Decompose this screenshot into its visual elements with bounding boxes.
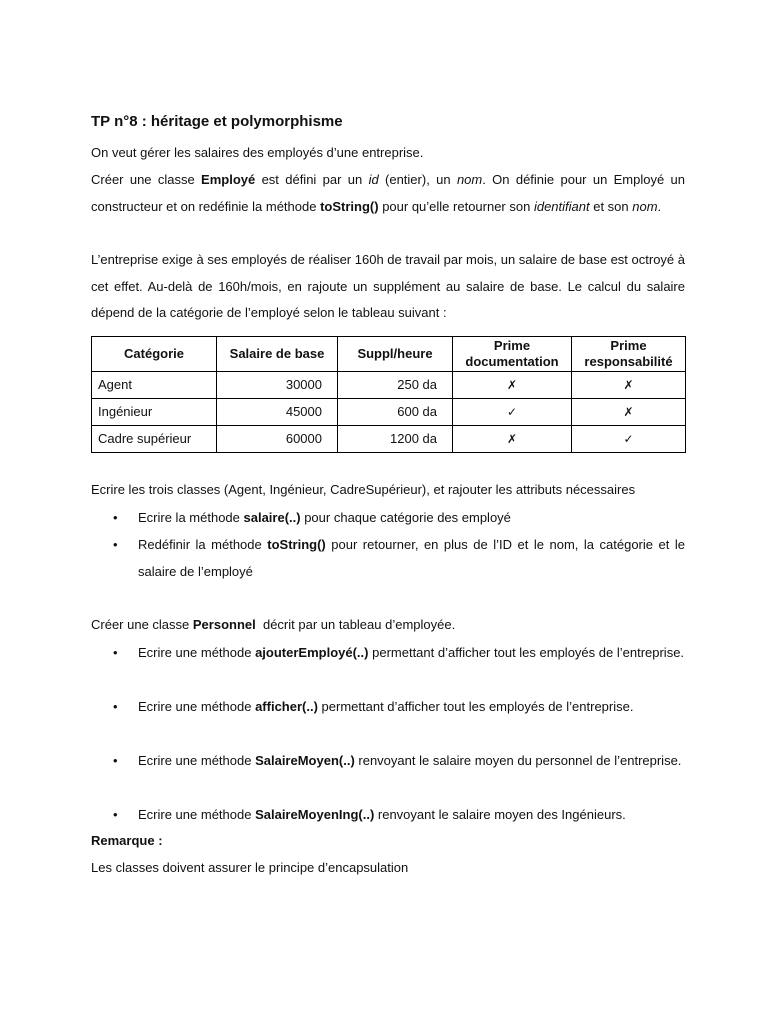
salary-table xyxy=(91,336,686,453)
cell-salaire: 60000 xyxy=(217,426,338,453)
bullet-icon: • xyxy=(113,537,118,552)
cross-icon: ✗ xyxy=(453,426,572,453)
remark-label: Remarque : xyxy=(91,833,163,848)
page-title: TP n°8 : héritage et polymorphisme xyxy=(91,113,343,130)
cross-icon: ✗ xyxy=(572,372,686,399)
cell-suppl: 1200 da xyxy=(338,426,453,453)
intro-salary-paragraph: L’entreprise exige à ses employés de réaliser 160h de travail par mois, un salaire de base est octroyé à cet effet. Au-delà de 160h/mois, en rajoute un supplément au salaire de base. Le calcul du salaire dépend de la catégorie de l’employé selon le tableau suivant : xyxy=(91,252,685,320)
cell-categorie: Cadre supérieur xyxy=(92,426,217,453)
bullet-icon: • xyxy=(113,645,118,660)
list-item: • Ecrire une méthode afficher(..) permettant d’afficher tout les employés de l’entreprise. xyxy=(91,693,685,720)
list-item: • Ecrire une méthode ajouterEmployé(..) permettant d’afficher tout les employés de l’entreprise. xyxy=(91,639,685,666)
cell-categorie: Ingénieur xyxy=(92,399,217,426)
header-suppl-heure: Suppl/heure xyxy=(338,337,453,372)
bullet-icon: • xyxy=(113,699,118,714)
header-categorie: Catégorie xyxy=(92,337,217,372)
cell-categorie: Agent xyxy=(92,372,217,399)
bullet-icon: • xyxy=(113,807,118,822)
cell-salaire: 30000 xyxy=(217,372,338,399)
header-prime-responsabilite: Prime responsabilité xyxy=(572,337,686,372)
list-item: • Ecrire une méthode SalaireMoyen(..) renvoyant le salaire moyen du personnel de l’entreprise. xyxy=(91,747,685,774)
check-icon: ✓ xyxy=(572,426,686,453)
list-item: • Redéfinir la méthode toString() pour retourner, en plus de l’ID et le nom, la catégorie et le salaire de l’employé xyxy=(91,531,685,585)
bullet-icon: • xyxy=(113,510,118,525)
table-header-row xyxy=(92,337,686,372)
check-icon: ✓ xyxy=(453,399,572,426)
table-row xyxy=(92,399,686,426)
cell-suppl: 600 da xyxy=(338,399,453,426)
classes-intro: Ecrire les trois classes (Agent, Ingénieur, CadreSupérieur), et rajouter les attributs nécessaires xyxy=(91,482,636,497)
table-row xyxy=(92,426,686,453)
table-row xyxy=(92,372,686,399)
cell-salaire: 45000 xyxy=(217,399,338,426)
list-item: • Ecrire une méthode SalaireMoyenIng(..) renvoyant le salaire moyen des Ingénieurs. xyxy=(91,801,685,828)
list-item: • Ecrire la méthode salaire(..) pour chaque catégorie des employé xyxy=(91,504,685,531)
cross-icon: ✗ xyxy=(572,399,686,426)
intro-employe-paragraph: Créer une classe Employé est défini par un id (entier), un nom. On définie pour un Employé un constructeur et on redéfinie la méthode toString() pour qu’elle retourner son identifiant et son nom. xyxy=(91,172,685,214)
header-prime-documentation: Prime documentation xyxy=(453,337,572,372)
personnel-intro: Créer une classe Personnel décrit par un tableau d’employée. xyxy=(91,617,456,632)
bullet-icon: • xyxy=(113,753,118,768)
cell-suppl: 250 da xyxy=(338,372,453,399)
header-salaire-base: Salaire de base xyxy=(217,337,338,372)
intro-line: On veut gérer les salaires des employés d’une entreprise. xyxy=(91,145,424,160)
remark-text: Les classes doivent assurer le principe d’encapsulation xyxy=(91,860,409,875)
cross-icon: ✗ xyxy=(453,372,572,399)
